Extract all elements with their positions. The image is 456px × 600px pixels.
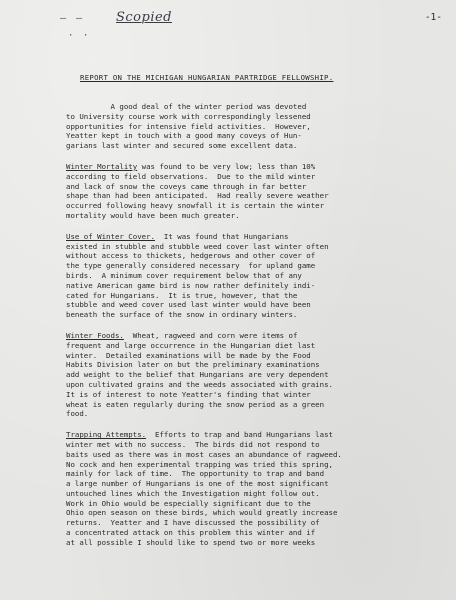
section-heading: Winter Mortality	[66, 161, 138, 171]
text-line: according to field observations. Due to the mild winter	[66, 171, 316, 181]
text-line: stubble and weed cover used last winter would have been	[66, 300, 311, 310]
paragraph-intro	[66, 102, 446, 151]
text-line: Work in Ohio would be especially significant due to the	[66, 498, 311, 508]
paragraph-winter-mortality	[66, 162, 446, 221]
text-line: without access to thickets, hedgerows and other cover of	[66, 251, 316, 261]
text-line: opportunities for intensive field activities. However,	[66, 121, 311, 131]
text-run: It was found that Hungarians	[155, 231, 289, 241]
text-line: food.	[66, 409, 89, 419]
text-line: Ohio open season on these birds, which would greatly increase	[66, 508, 338, 518]
text-line: mortality would have been much greater.	[66, 210, 240, 220]
section-heading: Winter Foods.	[66, 330, 124, 340]
text-line: the type generally considered necessary for upland game	[66, 261, 316, 271]
paragraph-winter-foods	[66, 331, 446, 419]
text-line: a large number of Hungarians is one of the most significant	[66, 479, 329, 489]
text-line: shape than had been anticipated. Had really severe weather	[66, 191, 329, 201]
text-line: mainly for lack of time. The opportunity to trap and band	[66, 469, 325, 479]
text-line: frequent and large occurrence in the Hungarian diet last	[66, 340, 316, 350]
report-title: REPORT ON THE MICHIGAN HUNGARIAN PARTRIDGE FELLOWSHIP.	[80, 73, 334, 82]
text-line: untouched lines which the Investigation might follow out.	[66, 488, 320, 498]
report-body	[66, 102, 446, 559]
text-line: upon cultivated grains and the weeds associated with grains.	[66, 379, 333, 389]
text-line: winter met with no success. The birds did not respond to	[66, 439, 320, 449]
text-line	[66, 232, 446, 242]
margin-mark-dash: – –	[60, 13, 85, 24]
text-line: wheat is eaten regularly during the snow period as a green	[66, 399, 325, 409]
text-line	[66, 331, 446, 341]
text-line: winter. Detailed examinations will be made by the Food	[66, 350, 311, 360]
text-line: Yeatter kept in touch with a good many coveys of Hun-	[66, 131, 302, 141]
paragraph-winter-cover	[66, 232, 446, 320]
text-line: occurred following heavy snowfall it is certain the winter	[66, 201, 325, 211]
text-line: a concentrated attack on this problem this winter and if	[66, 528, 316, 538]
text-line	[66, 162, 446, 172]
text-line: returns. Yeatter and I have discussed the possibility of	[66, 518, 320, 528]
handwritten-note: Scopied	[116, 10, 173, 25]
text-line: Habits Division later on but the preliminary examinations	[66, 360, 320, 370]
text-run: Efforts to trap and band Hungarians last	[146, 430, 333, 440]
text-line: beneath the surface of the snow in ordinary winters.	[66, 310, 298, 320]
text-line: A good deal of the winter period was devoted	[66, 102, 307, 111]
text-line: native American game bird is now rather definitely indi-	[66, 280, 316, 290]
text-line: existed in stubble and stubble weed cover last winter often	[66, 241, 329, 251]
text-line: No cock and hen experimental trapping was tried this spring,	[66, 459, 333, 469]
text-run: Wheat, ragweed and corn were items of	[123, 330, 298, 340]
text-line: birds. A minimum cover requirement below that of any	[66, 270, 302, 280]
text-line: It is of interest to note Yeatter's finding that winter	[66, 389, 311, 399]
text-line: cated for Hungarians. It is true, however, that the	[66, 290, 298, 300]
section-heading: Use of Winter Cover.	[66, 231, 155, 241]
text-line: at all possible I should like to spend two or more weeks	[66, 537, 316, 547]
text-line: add weight to the belief that Hungarians are very dependent	[66, 370, 329, 380]
text-line: baits used as there was in most cases an abundance of ragweed.	[66, 449, 342, 459]
paragraph-trapping-attempts	[66, 430, 446, 548]
text-line: garians last winter and secured some excellent data.	[66, 141, 298, 151]
page-number: -1-	[424, 12, 442, 23]
text-run: was found to be very low; less than 10%	[137, 161, 316, 171]
section-heading: Trapping Attempts.	[66, 430, 147, 440]
text-line: to University course work with correspondingly lessened	[66, 111, 311, 121]
margin-mark-dots: · ·	[68, 31, 91, 41]
text-line	[66, 430, 446, 440]
text-line: and lack of snow the coveys came through in far better	[66, 181, 307, 191]
